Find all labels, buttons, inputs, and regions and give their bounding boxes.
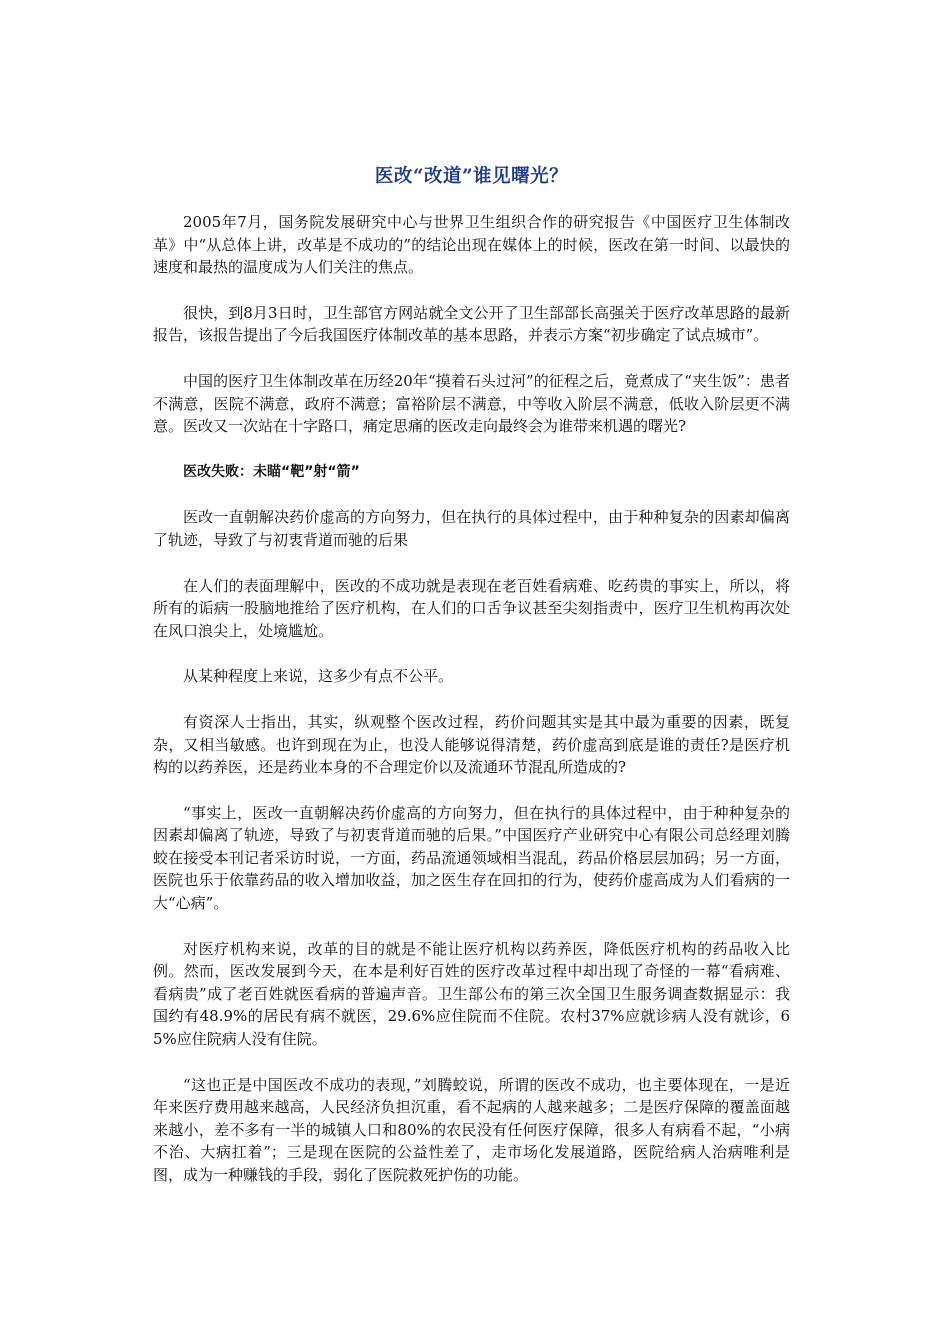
article-title: 医改“改道”谁见曙光？: [374, 166, 569, 187]
section-paragraph-2: 在人们的表面理解中，医改的不成功就是表现在老百姓看病难、吃药贵的事实上，所以，将所有的诟病一股脑地推给了医疗机构，在人们的口舌争议甚至尖刻指责中，医疗卫生机构再次处在风口浪尖上，处境尴尬。: [153, 576, 790, 640]
section-paragraph-3: 从某种程度上来说，这多少有点不公平。: [183, 667, 454, 686]
article-body: [153, 163, 790, 1210]
section-paragraph-4: 有资深人士指出，其实，纵观整个医改过程，药价问题其实是其中最为重要的因素，既复杂，又相当敏感。也许到现在为止，也没人能够说得清楚，药价虚高到底是谁的责任?是医疗机构的以药养医，还是药业本身的不合理定价以及流通环节混乱所造成的?: [153, 712, 790, 777]
section-heading: 医改失败：未瞄“靶”射“箭”: [183, 463, 360, 480]
section-paragraph-7: “这也正是中国医改不成功的表现，”刘腾蛟说，所谓的医改不成功，也主要体现在，一是近年来医疗费用越来越高，人民经济负担沉重，看不起病的人越来越多；二是医疗保障的覆盖面越来越小，差不多有一半的城镇人口和80%的农民没有任何医疗保障，很多人有病看不起，“小病不治、大病扛着”；三是现在医院的公益性差了，走市场化发展道路，医院给病人治病唯利是图，成为一种赚钱的手段，弱化了医院救死护伤的功能。: [153, 1075, 790, 1184]
paragraph-intro-1: 2005年7月，国务院发展研究中心与世界卫生组织合作的研究报告《中国医疗卫生体制改革》中“从总体上讲，改革是不成功的”的结论出现在媒体上的时候，医改在第一时间、以最快的速度和最热的温度成为人们关注的焦点。: [153, 213, 790, 277]
paragraph-intro-3: 中国的医疗卫生体制改革在历经20年“摸着石头过河”的征程之后，竟煮成了“夹生饭”：患者不满意，医院不满意，政府不满意；富裕阶层不满意，中等收入阶层不满意，低收入阶层更不满意。医改又一次站在十字路口，痛定思痛的医改走向最终会为谁带来机遇的曙光?: [153, 371, 790, 436]
paragraph-intro-2: 很快，到8月3日时，卫生部官方网站就全文公开了卫生部部长高强关于医疗改革思路的最新报告，该报告提出了今后我国医疗体制改革的基本思路，并表示方案“初步确定了试点城市”。: [153, 303, 790, 345]
section-paragraph-6: 对医疗机构来说，改革的目的就是不能让医疗机构以药养医，降低医疗机构的药品收入比例。然而，医改发展到今天，在本是利好百姓的医疗改革过程中却出现了奇怪的一幕“看病难、看病贵”成了老百姓就医看病的普遍声音。卫生部公布的第三次全国卫生服务调查数据显示：我国约有48.9%的居民有病不就医，29.6%应住院而不住院。农村37%应就诊病人没有就诊，65%应住院病人没有住院。: [153, 939, 790, 1049]
section-paragraph-5: “事实上，医改一直朝解决药价虚高的方向努力，但在执行的具体过程中，由于种种复杂的因素却偏离了轨迹，导致了与初衷背道而驰的后果。”中国医疗产业研究中心有限公司总经理刘腾蛟在接受本刊记者采访时说，一方面，药品流通领域相当混乱，药品价格层层加码；另一方面，医院也乐于依靠药品的收入增加收益，加之医生存在回扣的行为，使药价虚高成为人们看病的一大“心病”。: [153, 803, 790, 913]
section-paragraph-1: 医改一直朝解决药价虚高的方向努力，但在执行的具体过程中，由于种种复杂的因素却偏离了轨迹，导致了与初衷背道而驰的后果: [153, 508, 790, 549]
